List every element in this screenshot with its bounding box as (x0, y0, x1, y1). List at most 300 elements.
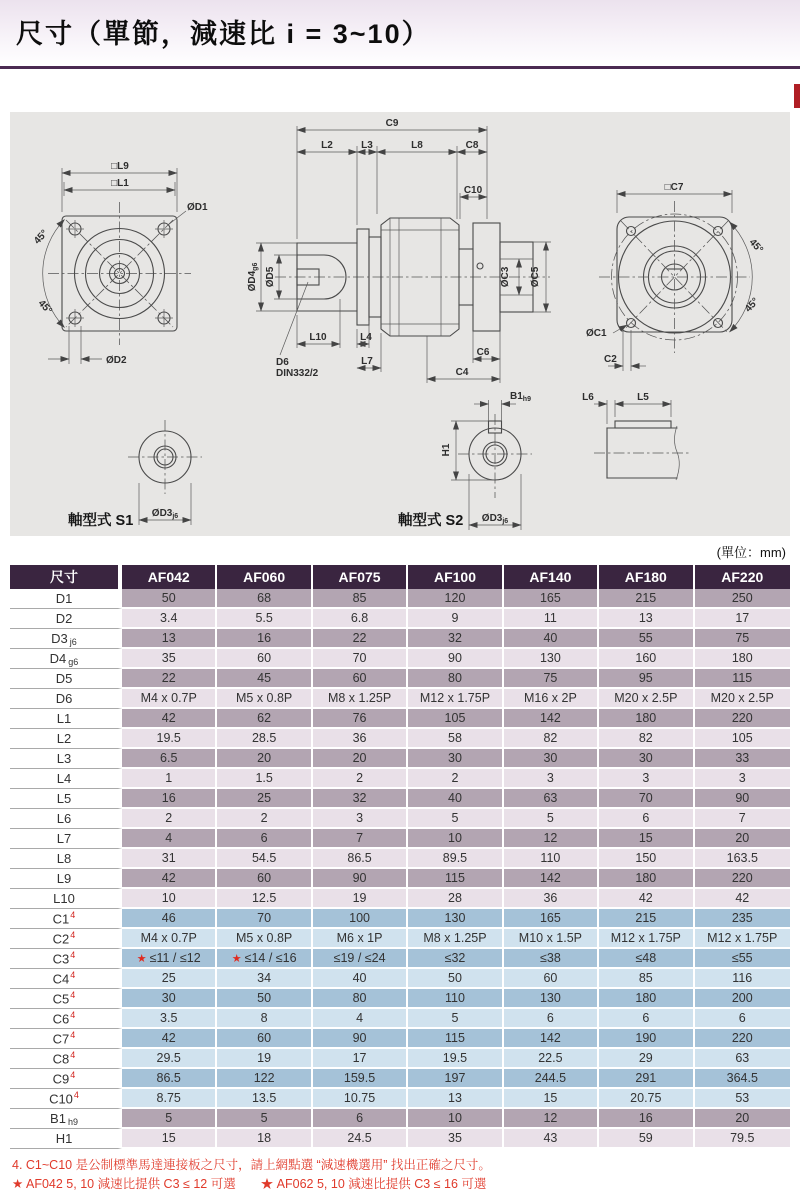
dimension-cell: 17 (695, 609, 790, 629)
technical-drawing-panel (10, 112, 790, 536)
row-label: $C1^4$ (10, 909, 122, 929)
dimension-cell: 180 (599, 869, 694, 889)
dimension-cell: 89.5 (408, 849, 503, 869)
unit-note: (單位：mm) (716, 545, 786, 560)
dimension-cell: 2 (408, 769, 503, 789)
dimension-cell: 36 (504, 889, 599, 909)
dimension-cell: 142 (504, 869, 599, 889)
dimension-cell: 2 (313, 769, 408, 789)
dim-label-D2: ØD2 (106, 355, 127, 366)
dim-label-45a: 45° (746, 237, 766, 256)
dimension-cell: 85 (313, 589, 408, 609)
column-header-dimension: 尺寸 (10, 565, 122, 589)
dimension-cell: 30 (122, 989, 217, 1009)
dimension-cell: 16 (217, 629, 312, 649)
dimension-cell: 9 (408, 609, 503, 629)
dimension-cell: 180 (599, 989, 694, 1009)
dim-label-C1: ØC1 (586, 328, 607, 339)
row-label: D1 (10, 589, 122, 609)
shaft-side-view (582, 392, 690, 480)
dimension-cell: 215 (599, 589, 694, 609)
dimension-cell: 180 (599, 709, 694, 729)
dimension-cell: 30 (599, 749, 694, 769)
dimension-cell: 130 (408, 909, 503, 929)
dimension-cell: 17 (313, 1049, 408, 1069)
dimension-cell: 5 (217, 1109, 312, 1129)
dim-label-B1: $B1_{h9}$ (510, 391, 531, 403)
dimension-cell: 76 (313, 709, 408, 729)
dimension-cell: 42 (122, 869, 217, 889)
table-row (10, 989, 790, 1009)
row-label: D5 (10, 669, 122, 689)
dimension-cell: 235 (695, 909, 790, 929)
dimension-cell: 90 (313, 869, 408, 889)
dimension-cell: 3 (504, 769, 599, 789)
table-row (10, 1009, 790, 1029)
dimension-cell: 29.5 (122, 1049, 217, 1069)
dimension-cell: 115 (408, 1029, 503, 1049)
dim-label-L1: □L1 (111, 178, 129, 189)
column-header-af060: AF060 (217, 565, 312, 589)
table-row (10, 709, 790, 729)
dimension-cell: M8 x 1.25P (313, 689, 408, 709)
dimension-cell: 4 (122, 829, 217, 849)
dimension-cell: 60 (217, 649, 312, 669)
dimension-cell: 60 (313, 669, 408, 689)
dimension-cell: 11 (504, 609, 599, 629)
row-label: B1 h9 (10, 1109, 122, 1129)
dimension-cell: 34 (217, 969, 312, 989)
dimension-cell: 130 (504, 989, 599, 1009)
dimension-cell: 15 (504, 1089, 599, 1109)
dimension-cell: 130 (504, 649, 599, 669)
dimension-cell: M4 x 0.7P (122, 689, 217, 709)
dimension-cell: 10 (122, 889, 217, 909)
dimension-cell: 85 (599, 969, 694, 989)
dimension-cell: 3.4 (122, 609, 217, 629)
dimension-cell: 50 (122, 589, 217, 609)
column-header-af220: AF220 (695, 565, 790, 589)
dimension-cell: 5 (504, 809, 599, 829)
row-label: $C5^4$ (10, 989, 122, 1009)
dim-label-45a: 45° (31, 228, 51, 247)
dim-label-L5: L5 (637, 392, 649, 403)
dimension-cell: 80 (313, 989, 408, 1009)
table-row (10, 689, 790, 709)
dimension-cell: 150 (599, 849, 694, 869)
dimension-cell: 120 (408, 589, 503, 609)
dimension-cell: ★ ≤14 / ≤16 (217, 949, 312, 969)
dimension-cell: 68 (217, 589, 312, 609)
dimension-cell: 15 (122, 1129, 217, 1149)
shaft-s2-caption: 軸型式 S2 (398, 513, 464, 529)
table-row (10, 729, 790, 749)
dimension-cell: 33 (695, 749, 790, 769)
row-label: H1 (10, 1129, 122, 1149)
dimension-cell: 6 (313, 1109, 408, 1129)
dim-label-L7: L7 (361, 356, 373, 367)
dim-label-L10: L10 (309, 332, 327, 343)
table-row (10, 949, 790, 969)
column-header-af180: AF180 (599, 565, 694, 589)
dimension-cell: 58 (408, 729, 503, 749)
dimension-cell: 6 (217, 829, 312, 849)
dim-label-D3-s1: $ØD3_{j6}$ (151, 508, 179, 520)
dimension-cell: M5 x 0.8P (217, 689, 312, 709)
dimension-cell: ≤48 (599, 949, 694, 969)
dim-label-L4: L4 (360, 332, 372, 343)
row-label: $C2^4$ (10, 929, 122, 949)
dimension-cell: 12 (504, 829, 599, 849)
dimension-cell: 42 (695, 889, 790, 909)
table-row (10, 969, 790, 989)
dimension-cell: 70 (217, 909, 312, 929)
dimension-cell: M8 x 1.25P (408, 929, 503, 949)
dimension-cell: 86.5 (122, 1069, 217, 1089)
column-header-af140: AF140 (504, 565, 599, 589)
dimension-cell: 3.5 (122, 1009, 217, 1029)
dimension-cell: 63 (695, 1049, 790, 1069)
dimension-cell: 20 (217, 749, 312, 769)
row-label: $C7^4$ (10, 1029, 122, 1049)
dimension-cell: 42 (122, 709, 217, 729)
table-row (10, 609, 790, 629)
dimension-cell: 22 (313, 629, 408, 649)
dimension-cell: 115 (408, 869, 503, 889)
footnotes (12, 1156, 788, 1195)
dimension-cell: 90 (408, 649, 503, 669)
dimension-cell: ≤38 (504, 949, 599, 969)
row-label: $C10^4$ (10, 1089, 122, 1109)
column-header-af042: AF042 (122, 565, 217, 589)
dimension-cell: 116 (695, 969, 790, 989)
dimension-cell: 42 (122, 1029, 217, 1049)
dimension-cell: M6 x 1P (313, 929, 408, 949)
dimension-cell: 3 (695, 769, 790, 789)
dimension-cell: M20 x 2.5P (695, 689, 790, 709)
dimension-cell: 20 (695, 829, 790, 849)
dimension-cell: 45 (217, 669, 312, 689)
dimension-cell: 25 (217, 789, 312, 809)
dimension-cell: 19.5 (408, 1049, 503, 1069)
table-header-row (10, 565, 790, 589)
table-row (10, 629, 790, 649)
dimension-cell: M12 x 1.75P (599, 929, 694, 949)
dimension-cell: 7 (313, 829, 408, 849)
row-label: $C9^4$ (10, 1069, 122, 1089)
dim-label-C9: C9 (385, 118, 399, 129)
dim-label-D5: ØD5 (265, 266, 276, 288)
table-row (10, 809, 790, 829)
dimension-cell: 40 (504, 629, 599, 649)
dimension-cell: 364.5 (695, 1069, 790, 1089)
row-label: L3 (10, 749, 122, 769)
dim-label-C4: C4 (455, 367, 469, 378)
table-row (10, 649, 790, 669)
dimension-cell: 60 (217, 1029, 312, 1049)
dimension-cell: 19.5 (122, 729, 217, 749)
dimension-cell: 10 (408, 829, 503, 849)
dimension-cell: 13 (122, 629, 217, 649)
dimension-cell: 291 (599, 1069, 694, 1089)
dimension-cell: 110 (408, 989, 503, 1009)
dimension-cell: 82 (504, 729, 599, 749)
dimension-cell: 13 (408, 1089, 503, 1109)
dimension-cell: 31 (122, 849, 217, 869)
dimension-cell: 16 (122, 789, 217, 809)
dimension-cell: 4 (313, 1009, 408, 1029)
dimension-cell: 28 (408, 889, 503, 909)
column-header-af100: AF100 (408, 565, 503, 589)
dimension-cell: 18 (217, 1129, 312, 1149)
table-row (10, 1069, 790, 1089)
dimension-cell: 25 (122, 969, 217, 989)
table-row (10, 1049, 790, 1069)
dim-label-C6: C6 (476, 347, 490, 358)
dimension-cell: 46 (122, 909, 217, 929)
dimension-cell: 95 (599, 669, 694, 689)
dimension-cell: M4 x 0.7P (122, 929, 217, 949)
dimension-cell: 54.5 (217, 849, 312, 869)
dim-label-DIN: DIN332/2 (276, 368, 319, 379)
row-label: L7 (10, 829, 122, 849)
dimension-cell: 35 (122, 649, 217, 669)
dimension-cell: 2 (122, 809, 217, 829)
row-label: D4 g6 (10, 649, 122, 669)
shaft-type-s2 (398, 391, 532, 530)
dimension-cell: 60 (504, 969, 599, 989)
dimension-cell: 220 (695, 1029, 790, 1049)
dimension-cell: 115 (695, 669, 790, 689)
dimension-cell: 36 (313, 729, 408, 749)
dim-label-45b: 45° (35, 298, 55, 317)
page-edge-tab (794, 84, 800, 108)
dim-label-C7: □C7 (664, 182, 684, 193)
dimension-cell: 42 (599, 889, 694, 909)
dimension-cell: 159.5 (313, 1069, 408, 1089)
table-row (10, 769, 790, 789)
dim-label-L8: L8 (411, 140, 423, 151)
dimension-cell: 19 (217, 1049, 312, 1069)
dimension-cell: ≤32 (408, 949, 503, 969)
dimension-cell: 40 (408, 789, 503, 809)
dimension-cell: 110 (504, 849, 599, 869)
dimension-cell: 24.5 (313, 1129, 408, 1149)
dimension-cell: 5.5 (217, 609, 312, 629)
dimension-cell: 40 (313, 969, 408, 989)
table-row (10, 589, 790, 609)
dimension-cell: 5 (408, 1009, 503, 1029)
dimension-cell: 55 (599, 629, 694, 649)
dimension-cell: 6.8 (313, 609, 408, 629)
dimension-cell: 105 (695, 729, 790, 749)
dim-label-45b: 45° (742, 296, 762, 315)
dimension-cell: 70 (313, 649, 408, 669)
dim-label-C5: ØC5 (530, 266, 541, 288)
dimension-cell: 82 (599, 729, 694, 749)
dimension-cell: 142 (504, 709, 599, 729)
dimension-cell: 32 (313, 789, 408, 809)
dimension-cell: 165 (504, 589, 599, 609)
dimension-cell: 122 (217, 1069, 312, 1089)
dimension-cell: 200 (695, 989, 790, 1009)
dimension-cell: 13 (599, 609, 694, 629)
dimension-cell: 59 (599, 1129, 694, 1149)
dimension-cell: 29 (599, 1049, 694, 1069)
dimension-cell: 5 (408, 809, 503, 829)
table-row (10, 1029, 790, 1049)
dimension-cell: 22 (122, 669, 217, 689)
dimension-cell: 15 (599, 829, 694, 849)
table-row (10, 789, 790, 809)
dimension-cell: 50 (217, 989, 312, 1009)
dimension-cell: 6 (599, 809, 694, 829)
dim-label-C8: C8 (465, 140, 479, 151)
dim-label-C10: C10 (463, 185, 483, 196)
row-label: $C6^4$ (10, 1009, 122, 1029)
dimension-cell: 190 (599, 1029, 694, 1049)
dimension-cell: 6 (695, 1009, 790, 1029)
table-row (10, 909, 790, 929)
dimension-cell: 30 (504, 749, 599, 769)
table-row (10, 929, 790, 949)
dimension-cell: 90 (695, 789, 790, 809)
row-label: L6 (10, 809, 122, 829)
dim-label-D4: $ØD4_{g6}$ (247, 262, 259, 292)
dimension-cell: 50 (408, 969, 503, 989)
page-title: 尺寸（單節，減速比 i = 3~10） (16, 19, 431, 49)
row-label: L2 (10, 729, 122, 749)
dimension-cell: 10.75 (313, 1089, 408, 1109)
dimension-cell: 43 (504, 1129, 599, 1149)
row-label: $C3^4$ (10, 949, 122, 969)
dimension-cell: 220 (695, 869, 790, 889)
dimension-drawing (10, 112, 790, 536)
dimension-cell: 1.5 (217, 769, 312, 789)
footnote-line-1: 4. C1~C10 是公制標準馬達連接板之尺寸，請上網點選 “減速機選用” 找出正確之尺寸。 (12, 1158, 491, 1172)
dimension-cell: 180 (695, 649, 790, 669)
dimension-cell: M16 x 2P (504, 689, 599, 709)
dimension-cell: 22.5 (504, 1049, 599, 1069)
dimension-cell: 5 (122, 1109, 217, 1129)
row-label: L4 (10, 769, 122, 789)
dimension-cell: 86.5 (313, 849, 408, 869)
dim-label-H1: H1 (441, 443, 452, 457)
dimension-cell: 1 (122, 769, 217, 789)
dimension-cell: 197 (408, 1069, 503, 1089)
dimension-cell: ★ ≤11 / ≤12 (122, 949, 217, 969)
dimension-cell: 60 (217, 869, 312, 889)
dim-label-L9: □L9 (111, 161, 129, 172)
dimension-cell: 19 (313, 889, 408, 909)
dimension-cell: 6.5 (122, 749, 217, 769)
dimension-cell: 215 (599, 909, 694, 929)
dimension-cell: 250 (695, 589, 790, 609)
dimension-table (10, 565, 790, 1149)
row-label: $C4^4$ (10, 969, 122, 989)
dimension-cell: 20 (313, 749, 408, 769)
table-row (10, 889, 790, 909)
dimension-cell: 30 (408, 749, 503, 769)
column-header-af075: AF075 (313, 565, 408, 589)
dimension-cell: 63 (504, 789, 599, 809)
dim-label-C3: ØC3 (500, 266, 511, 288)
dimension-cell: 3 (599, 769, 694, 789)
front-view (32, 161, 208, 366)
dimension-cell: 20 (695, 1109, 790, 1129)
dimension-cell: M12 x 1.75P (408, 689, 503, 709)
dimension-cell: 20.75 (599, 1089, 694, 1109)
row-label: D6 (10, 689, 122, 709)
dim-label-L2: L2 (321, 140, 333, 151)
star-icon: ★ (231, 953, 242, 965)
dim-label-D6: D6 (276, 357, 289, 368)
dim-label-L3: L3 (361, 140, 373, 151)
dim-label-C2: C2 (604, 354, 617, 365)
rear-view (586, 182, 765, 371)
dimension-cell: 142 (504, 1029, 599, 1049)
table-row (10, 869, 790, 889)
dimension-cell: 6 (599, 1009, 694, 1029)
row-label: L5 (10, 789, 122, 809)
dimension-cell: 2 (217, 809, 312, 829)
dim-label-L6: L6 (582, 392, 594, 403)
dimension-cell: M10 x 1.5P (504, 929, 599, 949)
dimension-cell: 8 (217, 1009, 312, 1029)
dimension-cell: 75 (504, 669, 599, 689)
dimension-cell: 13.5 (217, 1089, 312, 1109)
table-row (10, 829, 790, 849)
dimension-cell: 163.5 (695, 849, 790, 869)
dimension-cell: 8.75 (122, 1089, 217, 1109)
table-body (10, 589, 790, 1149)
footnote-line-2: ★ AF042 5, 10 減速比提供 C3 ≤ 12 可選 ★ AF062 5, 10 減速比提供 C3 ≤ 16 可選 (12, 1177, 487, 1192)
dimension-cell: 35 (408, 1129, 503, 1149)
row-label: $C8^4$ (10, 1049, 122, 1069)
shaft-type-s1 (68, 420, 202, 529)
dimension-cell: M12 x 1.75P (695, 929, 790, 949)
dimension-cell: 70 (599, 789, 694, 809)
row-label: L8 (10, 849, 122, 869)
dimension-cell: 80 (408, 669, 503, 689)
row-label: L9 (10, 869, 122, 889)
dimension-cell: 10 (408, 1109, 503, 1129)
dim-label-D3-s2: $ØD3_{j6}$ (481, 513, 509, 525)
dimension-cell: 32 (408, 629, 503, 649)
dimension-cell: 100 (313, 909, 408, 929)
star-icon: ★ (136, 953, 147, 965)
row-label: D2 (10, 609, 122, 629)
dimension-cell: 7 (695, 809, 790, 829)
dimension-cell: 105 (408, 709, 503, 729)
dimension-cell: 79.5 (695, 1129, 790, 1149)
row-label: L1 (10, 709, 122, 729)
table-row (10, 1109, 790, 1129)
dim-label-D1: ØD1 (187, 202, 208, 213)
dimension-cell: M20 x 2.5P (599, 689, 694, 709)
table-row (10, 669, 790, 689)
row-label: L10 (10, 889, 122, 909)
dimension-cell: 75 (695, 629, 790, 649)
dimension-cell: M5 x 0.8P (217, 929, 312, 949)
dimension-cell: 16 (599, 1109, 694, 1129)
dimension-cell: 160 (599, 649, 694, 669)
dimension-cell: 28.5 (217, 729, 312, 749)
dimension-cell: ≤55 (695, 949, 790, 969)
dimension-cell: 6 (504, 1009, 599, 1029)
dimension-cell: 220 (695, 709, 790, 729)
dimension-cell: 62 (217, 709, 312, 729)
